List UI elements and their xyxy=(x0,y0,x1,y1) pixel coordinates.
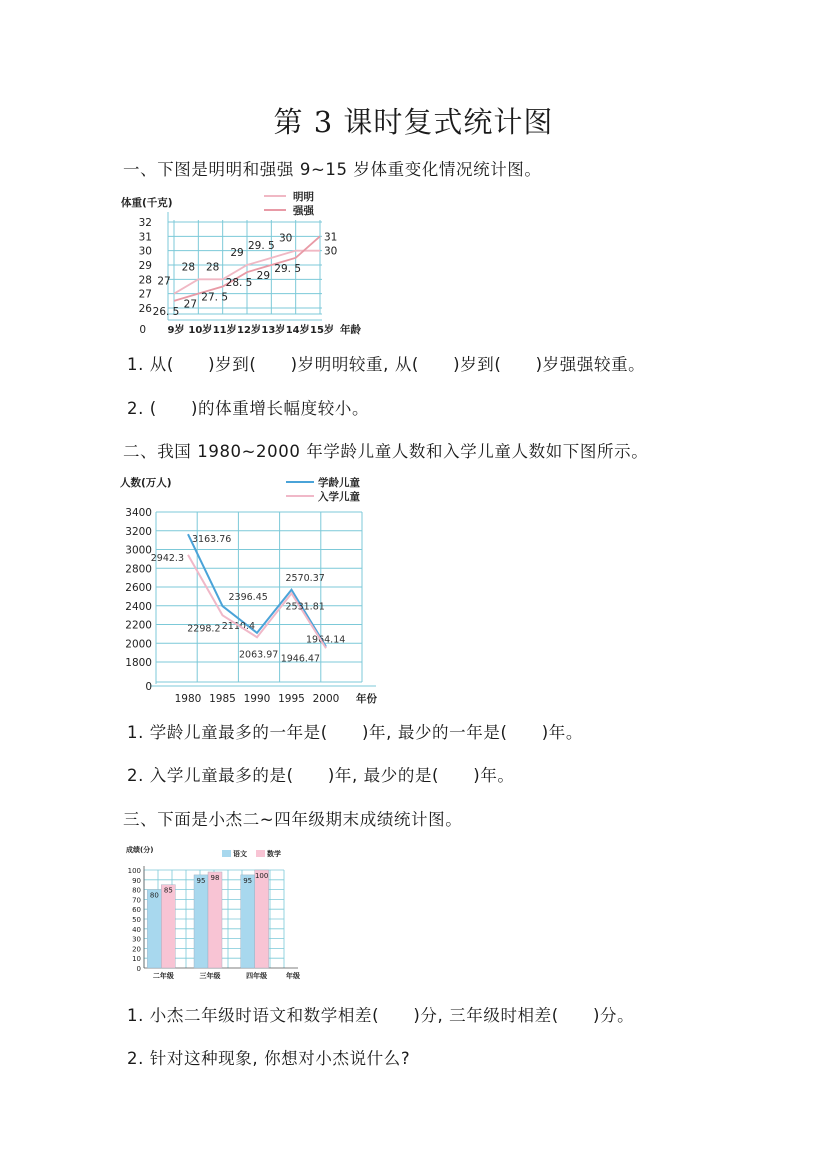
legend-label-1: 明明 xyxy=(293,191,314,203)
x-tick-label: 1980 xyxy=(174,693,202,705)
legend-label-2: 数学 xyxy=(267,850,281,858)
section-2-heading: 二、我国 1980~2000 年学龄儿童人数和入学儿童人数如下图所示。 xyxy=(123,442,649,461)
data-label: 85 xyxy=(163,886,173,895)
data-label: 29 xyxy=(230,247,244,259)
y-tick-label: 2400 xyxy=(125,600,152,613)
data-label: 2570.37 xyxy=(285,572,325,584)
data-label: 30 xyxy=(324,245,338,258)
x-tick-label: 12岁 xyxy=(237,325,261,336)
y-tick-label: 100 xyxy=(127,867,141,875)
scores-bar-chart xyxy=(120,842,320,982)
x-tick-label: 四年级 xyxy=(246,972,268,980)
legend-label-1: 学龄儿童 xyxy=(318,477,360,489)
legend-label-2: 入学儿童 xyxy=(318,491,360,503)
data-label: 28 xyxy=(205,261,220,274)
data-label: 2298.2 xyxy=(187,623,221,635)
y-tick-label: 30 xyxy=(132,935,141,944)
y-axis-label: 成绩(分) xyxy=(126,846,154,854)
x-tick-label: 三年级 xyxy=(199,972,221,980)
y-tick-label: 29 xyxy=(138,260,152,272)
data-label: 31 xyxy=(324,231,338,244)
data-label: 100 xyxy=(254,872,269,880)
data-label: 98 xyxy=(210,873,220,882)
data-label: 95 xyxy=(196,876,206,885)
data-label: 2942.3 xyxy=(150,552,184,564)
section-1-heading: 一、下图是明明和强强 9~15 岁体重变化情况统计图。 xyxy=(123,160,542,179)
x-tick-label: 二年级 xyxy=(152,972,174,980)
legend-swatch-2 xyxy=(256,850,265,857)
data-label: 80 xyxy=(149,891,159,900)
y-tick-label: 1800 xyxy=(125,657,152,669)
section-2-question-1: 1. 学龄儿童最多的一年是( )年, 最少的一年是( )年。 xyxy=(127,723,583,742)
section-3-question-1: 1. 小杰二年级时语文和数学相差( )分, 三年级时相差( )分。 xyxy=(127,1006,635,1025)
y-tick-label: 80 xyxy=(132,886,141,895)
bar-2 xyxy=(208,872,222,968)
x-tick-label: 13岁 xyxy=(261,325,286,336)
data-label: 29. 5 xyxy=(274,262,302,275)
bar-2 xyxy=(161,885,175,968)
y-tick-label: 90 xyxy=(132,876,141,885)
section-1-question-1: 1. 从( )岁到( )岁明明较重, 从( )岁到( )岁强强较重。 xyxy=(127,355,646,374)
x-tick-label: 9岁 xyxy=(167,325,185,336)
bar-2 xyxy=(255,870,269,968)
origin-label: 0 xyxy=(145,681,152,693)
legend-label-2: 强强 xyxy=(293,205,314,217)
data-label: 2063.97 xyxy=(239,649,279,661)
origin-label: 0 xyxy=(136,965,141,973)
x-tick-label: 2000 xyxy=(312,693,340,705)
y-tick-label: 31 xyxy=(138,231,152,244)
x-tick-label: 1990 xyxy=(243,693,271,705)
data-label: 29 xyxy=(256,270,271,282)
origin-label: 0 xyxy=(139,324,146,336)
weight-line-chart xyxy=(118,186,378,344)
y-axis-label: 人数(万人) xyxy=(120,477,172,489)
children-line-chart xyxy=(118,470,398,705)
section-1-question-2: 2. ( )的体重增长幅度较小。 xyxy=(127,399,370,418)
bar-1 xyxy=(241,875,255,968)
x-tick-label: 15岁 xyxy=(310,325,334,336)
data-label: 27 xyxy=(157,275,171,288)
x-axis-label: 年级 xyxy=(286,972,300,980)
bar-1 xyxy=(194,875,208,968)
data-label: 30 xyxy=(278,232,293,245)
x-tick-label: 1995 xyxy=(278,693,305,705)
y-tick-label: 27 xyxy=(138,288,152,301)
y-tick-label: 3000 xyxy=(125,544,152,557)
x-axis-label: 年龄 xyxy=(340,324,361,336)
data-label: 1946.47 xyxy=(280,653,320,665)
section-3-heading: 三、下面是小杰二~四年级期末成绩统计图。 xyxy=(123,810,463,829)
y-tick-label: 3200 xyxy=(125,525,152,538)
section-2-question-2: 2. 入学儿童最多的是( )年, 最少的是( )年。 xyxy=(127,766,515,785)
x-tick-label: 11岁 xyxy=(212,325,237,336)
legend-swatch-1 xyxy=(222,850,231,857)
y-tick-label: 28 xyxy=(138,274,152,287)
y-tick-label: 2600 xyxy=(125,582,152,594)
data-label: 2396.45 xyxy=(228,592,268,604)
x-tick-label: 10岁 xyxy=(188,325,213,336)
data-label: 95 xyxy=(243,876,253,885)
data-label: 2110.4 xyxy=(221,620,255,632)
legend-label-1: 语文 xyxy=(233,850,247,858)
data-label: 2531.81 xyxy=(285,601,325,613)
data-label: 27 xyxy=(183,298,198,311)
x-tick-label: 14岁 xyxy=(285,325,310,336)
y-axis-label: 体重(千克) xyxy=(121,197,173,209)
y-tick-label: 40 xyxy=(132,925,141,934)
y-tick-label: 26 xyxy=(138,303,152,315)
y-tick-label: 60 xyxy=(132,906,141,915)
section-3-question-2: 2. 针对这种现象, 你想对小杰说什么? xyxy=(127,1049,411,1068)
y-tick-label: 10 xyxy=(132,955,141,964)
y-tick-label: 70 xyxy=(132,896,141,905)
y-tick-label: 30 xyxy=(138,245,152,258)
y-tick-label: 2800 xyxy=(125,563,152,576)
x-axis-label: 年份 xyxy=(356,693,377,705)
y-tick-label: 2000 xyxy=(125,638,152,651)
data-label: 28. 5 xyxy=(225,277,253,290)
x-tick-label: 1985 xyxy=(209,693,236,705)
y-tick-label: 50 xyxy=(132,916,141,924)
y-tick-label: 3400 xyxy=(125,507,152,519)
data-label: 29. 5 xyxy=(247,239,275,252)
y-tick-label: 2200 xyxy=(125,619,152,632)
data-label: 3163.76 xyxy=(192,534,232,546)
y-tick-label: 20 xyxy=(132,945,141,954)
data-label: 28 xyxy=(181,261,196,274)
data-label: 1964.14 xyxy=(306,634,346,646)
y-tick-label: 32 xyxy=(138,217,152,229)
data-label: 27. 5 xyxy=(201,291,229,304)
page-title: 第 3 课时复式统计图 xyxy=(273,105,554,139)
bar-1 xyxy=(147,890,161,968)
data-label: 26. 5 xyxy=(152,305,180,318)
